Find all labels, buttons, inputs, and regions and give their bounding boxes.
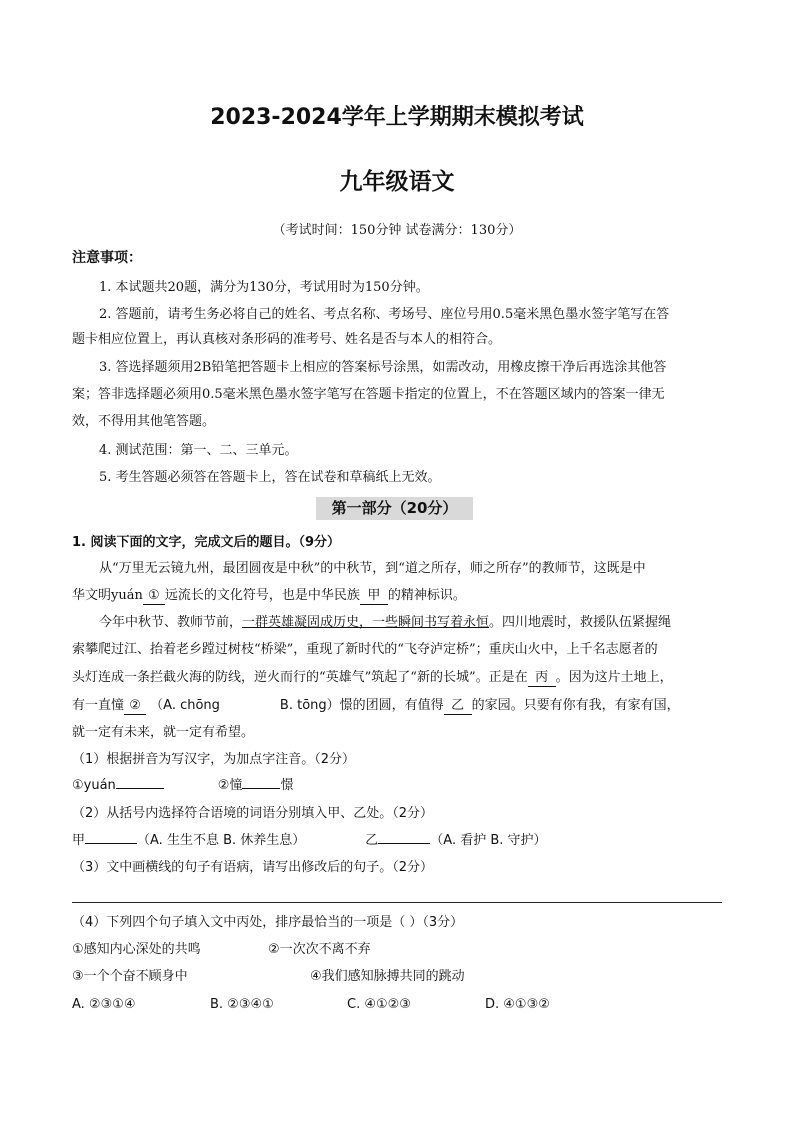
passage-text: 远流长的文化符号，也是中华民族 — [164, 588, 360, 603]
answer-label: 乙 — [365, 833, 379, 848]
subquestion-2: （2）从括号内选择符合语境的词语分别填入甲、乙处。（2分） — [72, 806, 434, 821]
passage-line — [72, 696, 680, 716]
passage-text: 的家园。只要有你有我，有家有国， — [471, 698, 680, 713]
passage-text: 有一直憧 — [72, 698, 125, 713]
notice-item-1: 1. 本试题共20题，满分为130分，考试用时为150分钟。 — [99, 280, 429, 295]
subquestion-1-answers — [72, 776, 293, 796]
notice-heading: 注意事项： — [72, 250, 142, 266]
answer-label: 憬 — [280, 778, 294, 793]
exam-title: 2023-2024学年上学期期末模拟考试 — [210, 105, 584, 130]
subquestion-2-answers — [72, 831, 547, 851]
answer-blank — [85, 843, 137, 844]
sentence-option: ①感知内心深处的共鸣 — [72, 942, 201, 957]
question-1-heading: 1. 阅读下面的文字，完成文后的题目。（9分） — [72, 535, 341, 550]
pinyin-option-b: B. tōng）憬的团圆，有值得 — [279, 698, 444, 713]
passage-text: 的精神标识。 — [387, 588, 466, 603]
blank-jia: 甲 — [360, 588, 388, 605]
answer-label: 甲 — [72, 833, 86, 848]
notice-item-3c: 效，不得用其他笔答题。 — [72, 414, 216, 429]
notice-item-4: 4. 测试范围：第一、二、三单元。 — [99, 443, 298, 458]
blank-1: ① — [143, 588, 165, 605]
answer-options: （A. 看护 B. 守护） — [430, 833, 547, 848]
answer-options: （A. 生生不息 B. 休养生息） — [137, 833, 306, 848]
exam-info: （考试时间：150分钟 试卷满分：130分） — [272, 223, 522, 238]
notice-item-2a: 2. 答题前，请考生务必将自己的姓名、考点名称、考场号、座位号用0.5毫米黑色墨水签字笔写在答 — [99, 307, 670, 322]
notice-item-3a: 3. 答选择题须用2B铅笔把答题卡上相应的答案标号涂黑，如需改动，用橡皮擦干净后再选涂其他答 — [99, 360, 667, 375]
exam-subtitle: 九年级语文 — [339, 169, 455, 195]
blank-bing: 丙 — [528, 670, 556, 687]
answer-blank — [378, 843, 430, 844]
passage-line — [72, 668, 673, 688]
sentence-option: ②一次次不离不弃 — [268, 942, 371, 957]
pinyin-option-a: （A. chōng — [150, 698, 220, 713]
subquestion-1: （1）根据拼音为写汉字，为加点字注音。（2分） — [72, 752, 356, 767]
choice-a: A. ②③①④ — [72, 997, 136, 1012]
sentence-option: ③一个个奋不顾身中 — [72, 969, 188, 984]
passage-line: 从“万里无云镜九州，最团圆夜是中秋”的中秋节，到“道之所存，师之所存”的教师节，这既是中 — [99, 561, 646, 576]
blank-yi: 乙 — [444, 698, 472, 715]
passage-text: 。四川地震时，救援队伍紧握绳 — [489, 615, 672, 630]
answer-label: ①yuán — [72, 778, 116, 793]
subquestion-4: （4）下列四个句子填入文中丙处，排序最恰当的一项是（ ）（3分） — [72, 915, 464, 930]
answer-line — [72, 902, 722, 903]
choice-c: C. ④①②③ — [347, 997, 411, 1012]
answer-blank — [242, 788, 280, 789]
passage-text: 。因为这片土地上， — [555, 670, 673, 685]
passage-line — [72, 586, 466, 606]
blank-2: ② — [124, 698, 146, 715]
passage-text: 华文明yuán — [72, 588, 143, 603]
passage-line: 就一定有未来，就一定有希望。 — [72, 725, 255, 740]
passage-line: 索攀爬过江、抬着老乡蹚过树枝“桥梁”，重现了新时代的“飞夺泸定桥”；重庆山火中，上千名志愿者的 — [72, 642, 658, 657]
underlined-sentence: 一群英雄凝固成历史，一些瞬间书写着永恒 — [242, 615, 490, 630]
sentence-option: ④我们感知脉搏共同的跳动 — [310, 969, 465, 984]
answer-label: ②憧 — [217, 778, 243, 793]
choice-b: B. ②③④① — [210, 997, 274, 1012]
passage-text: 今年中秋节、教师节前， — [99, 615, 243, 630]
notice-item-5: 5. 考生答题必须答在答题卡上，答在试卷和草稿纸上无效。 — [99, 470, 441, 485]
subquestion-3: （3）文中画横线的句子有语病，请写出修改后的句子。（2分） — [72, 860, 434, 875]
section-label: 第一部分（20分） — [316, 497, 473, 520]
passage-text: 头灯连成一条拦截火海的防线，逆火而行的“英雄气”筑起了“新的长城”。正是在 — [72, 670, 528, 685]
notice-item-3b: 案；答非选择题必须用0.5毫米黑色墨水签字笔写在答题卡指定的位置上，不在答题区域内的答案一律无 — [72, 387, 665, 402]
choice-d: D. ④①③② — [485, 997, 550, 1012]
passage-line — [99, 613, 671, 633]
answer-blank — [116, 788, 164, 789]
notice-item-2b: 题卡相应位置上，再认真核对条形码的准考号、姓名是否与本人的相符合。 — [72, 332, 502, 347]
